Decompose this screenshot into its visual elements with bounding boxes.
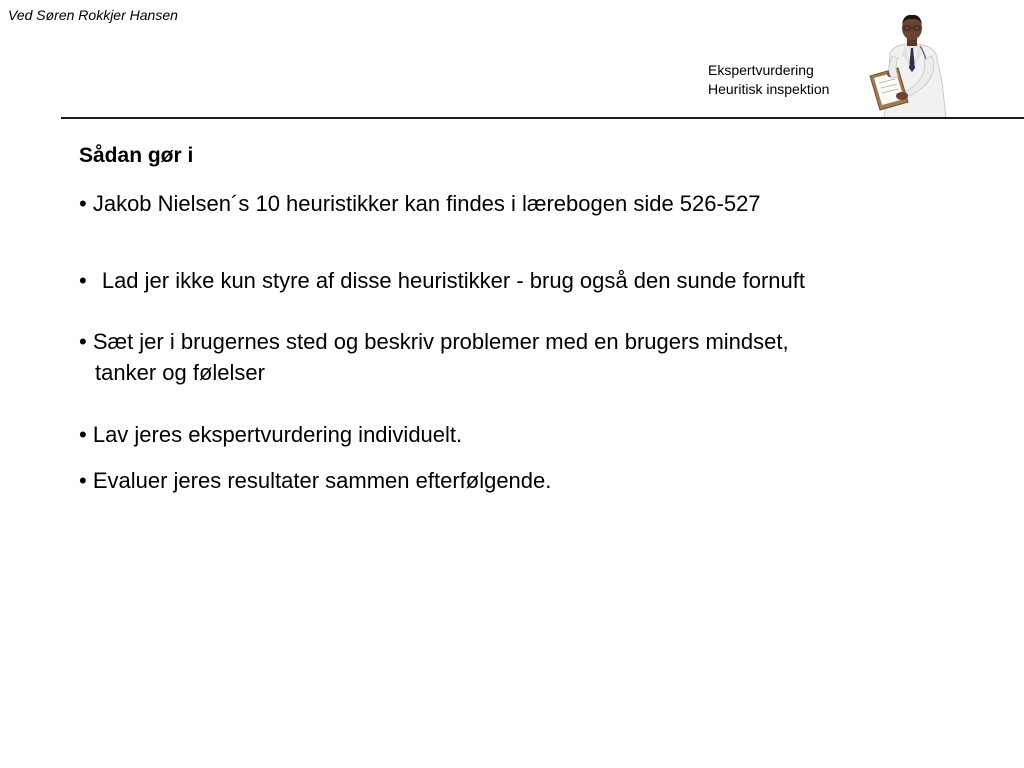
author-credit: Ved Søren Rokkjer Hansen — [8, 7, 178, 23]
bullet-marker: • — [79, 422, 87, 447]
bullet-marker: • — [79, 468, 87, 493]
bullet-item — [79, 188, 761, 219]
bullet-marker: • — [79, 329, 87, 354]
bullet-item — [79, 419, 462, 450]
slide-subtitle — [708, 61, 829, 99]
bullet-text: Lav jeres ekspertvurdering individuelt. — [92, 422, 463, 447]
bullet-marker: • — [79, 191, 87, 216]
header-divider — [61, 117, 1024, 119]
bullet-text-continuation: tanker og følelser — [95, 360, 265, 385]
bullet-text: Jakob Nielsen´s 10 heuristikker kan findes i lærebogen side 526-527 — [92, 191, 761, 216]
subtitle-line-1: Ekspertvurdering — [708, 62, 814, 78]
bullet-text: Evaluer jeres resultater sammen efterfølgende. — [92, 468, 552, 493]
bullet-text: Lad jer ikke kun styre af disse heuristikker - brug også den sunde fornuft — [101, 268, 805, 293]
bullet-item — [79, 265, 805, 296]
bullet-item — [79, 465, 551, 496]
bullet-item — [79, 326, 789, 388]
doctor-icon — [862, 10, 962, 118]
bullet-text: Sæt jer i brugernes sted og beskriv problemer med en brugers mindset, — [92, 329, 789, 354]
bullet-marker: • — [79, 268, 87, 293]
section-heading: Sådan gør i — [79, 144, 194, 167]
subtitle-line-2: Heuritisk inspektion — [708, 81, 830, 97]
